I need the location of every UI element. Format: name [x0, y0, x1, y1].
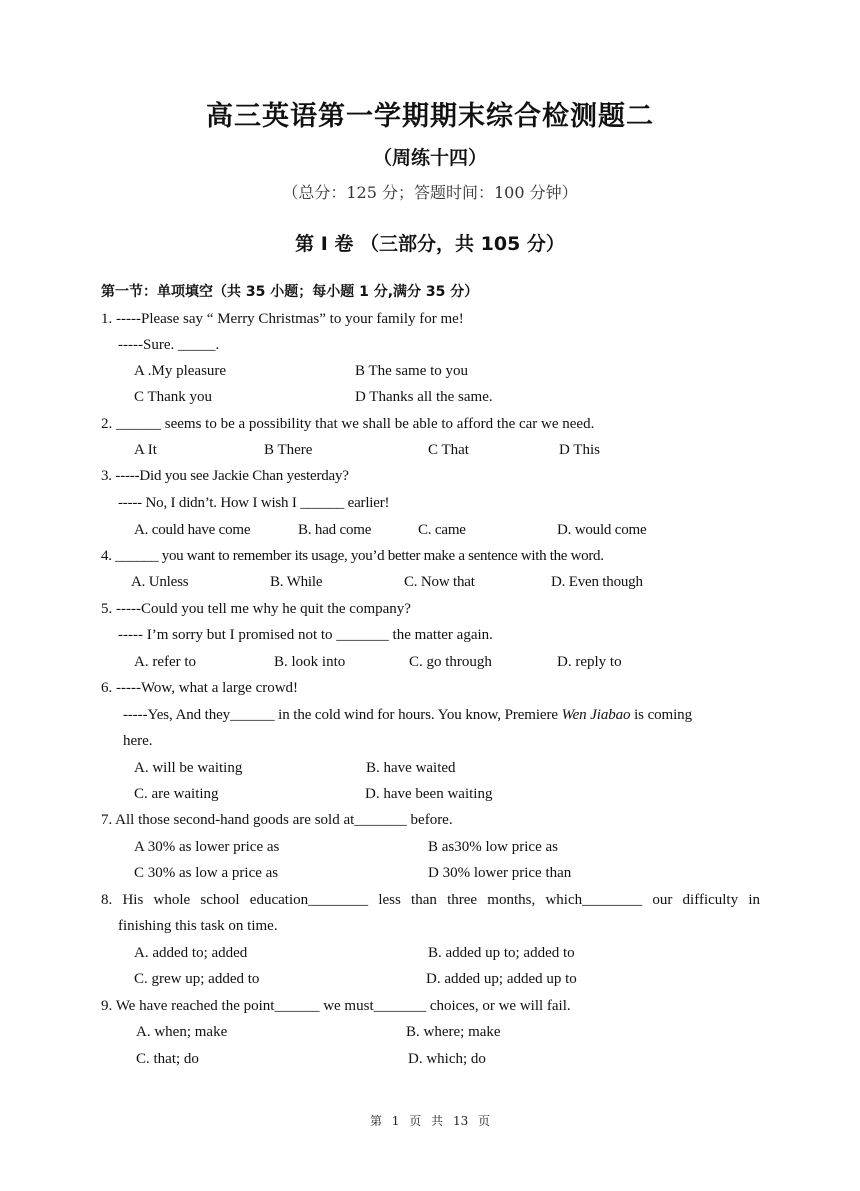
- question-6-stem: 6. -----Wow, what a large crowd!: [101, 680, 299, 696]
- question-8-option-c: C. grew up; added to: [134, 971, 260, 987]
- exam-info: （总分：125 分；答题时间：100 分钟）: [282, 183, 578, 202]
- question-3-option-a: A. could have come: [134, 522, 251, 538]
- question-4-option-a: A. Unless: [131, 574, 189, 590]
- question-4-stem: 4. ______ you want to remember its usage, you’d better make a sentence with the word.: [101, 548, 604, 564]
- question-5-option-c: C. go through: [409, 654, 492, 670]
- question-5-option-b: B. look into: [274, 654, 346, 670]
- section-heading: 第一节：单项填空（共 35 小题；每小题 1 分,满分 35 分）: [101, 284, 479, 300]
- question-6-option-d: D. have been waiting: [365, 786, 493, 802]
- question-7-option-a: A 30% as lower price as: [134, 839, 280, 855]
- question-9-stem: 9. We have reached the point______ we must_______ choices, or we will fail.: [101, 998, 571, 1014]
- question-6-option-b: B. have waited: [366, 760, 456, 776]
- question-5-option-d: D. reply to: [557, 654, 622, 670]
- question-1-option-a: A .My pleasure: [134, 363, 227, 379]
- question-7-stem: 7. All those second-hand goods are sold at_______ before.: [101, 812, 453, 828]
- question-3-option-c: C. came: [418, 522, 466, 538]
- question-2-option-b: B There: [264, 442, 313, 458]
- question-2-stem: 2. ______ seems to be a possibility that we shall be able to afford the car we need.: [101, 416, 595, 432]
- question-2-option-c: C That: [428, 442, 469, 458]
- question-9-option-c: C. that; do: [136, 1051, 199, 1067]
- question-3-stem-line2: ----- No, I didn’t. How I wish I ______ earlier!: [118, 495, 390, 511]
- footer-word-gong: 共: [431, 1114, 444, 1128]
- question-4-option-d: D. Even though: [551, 574, 643, 590]
- question-6-option-c: C. are waiting: [134, 786, 219, 802]
- question-6-text-end: is coming: [630, 707, 692, 723]
- question-6-option-a: A. will be waiting: [134, 760, 243, 776]
- question-8-stem: 8. His whole school education________ less than three months, which________ our difficulty in: [101, 892, 760, 908]
- question-6-stem-line3: here.: [123, 733, 153, 749]
- question-7-option-b: B as30% low price as: [428, 839, 558, 855]
- question-5-stem-line2: ----- I’m sorry but I promised not to _______ the matter again.: [118, 627, 493, 643]
- total-pages: 13: [452, 1114, 469, 1128]
- question-8-option-d: D. added up; added up to: [426, 971, 577, 987]
- footer-word-ye: 页: [409, 1114, 422, 1128]
- question-1-option-b: B The same to you: [355, 363, 469, 379]
- question-7-option-d: D 30% lower price than: [428, 865, 572, 881]
- question-3-stem: 3. -----Did you see Jackie Chan yesterday?: [101, 468, 349, 484]
- question-9-option-a: A. when; make: [136, 1024, 228, 1040]
- question-3-option-b: B. had come: [298, 522, 372, 538]
- question-3-option-d: D. would come: [557, 522, 647, 538]
- document-title: 高三英语第一学期期末综合检测题二: [206, 101, 654, 132]
- question-4-option-b: B. While: [270, 574, 323, 590]
- volume-heading: 第 I 卷 （三部分，共 105 分）: [295, 233, 565, 255]
- page-number: 1: [391, 1114, 400, 1128]
- question-9-option-b: B. where; make: [406, 1024, 501, 1040]
- question-2-option-d: D This: [559, 442, 600, 458]
- question-1-stem-line2: -----Sure. _____.: [118, 337, 220, 353]
- question-1-option-d: D Thanks all the same.: [355, 389, 493, 405]
- question-8-option-b: B. added up to; added to: [428, 945, 575, 961]
- question-5-stem: 5. -----Could you tell me why he quit the company?: [101, 601, 411, 617]
- question-5-option-a: A. refer to: [134, 654, 197, 670]
- question-2-option-a: A It: [134, 442, 157, 458]
- question-6-stem-line2: [123, 705, 692, 725]
- question-8-stem-line2: finishing this task on time.: [118, 918, 278, 934]
- question-8-option-a: A. added to; added: [134, 945, 248, 961]
- question-6-italic-name: Wen Jiabao: [561, 707, 631, 723]
- question-4-option-c: C. Now that: [404, 574, 475, 590]
- question-1-option-c: C Thank you: [134, 389, 213, 405]
- page-footer: [0, 1112, 860, 1129]
- question-1-stem: 1. -----Please say “ Merry Christmas” to your family for me!: [101, 311, 464, 327]
- document-subtitle: （周练十四）: [372, 147, 487, 169]
- footer-word-ye-end: 页: [478, 1114, 491, 1128]
- question-9-option-d: D. which; do: [408, 1051, 486, 1067]
- footer-word-di: 第: [369, 1114, 382, 1128]
- question-6-text: -----Yes, And they______ in the cold wind for hours. You know, Premiere: [123, 707, 562, 723]
- question-7-option-c: C 30% as low a price as: [134, 865, 279, 881]
